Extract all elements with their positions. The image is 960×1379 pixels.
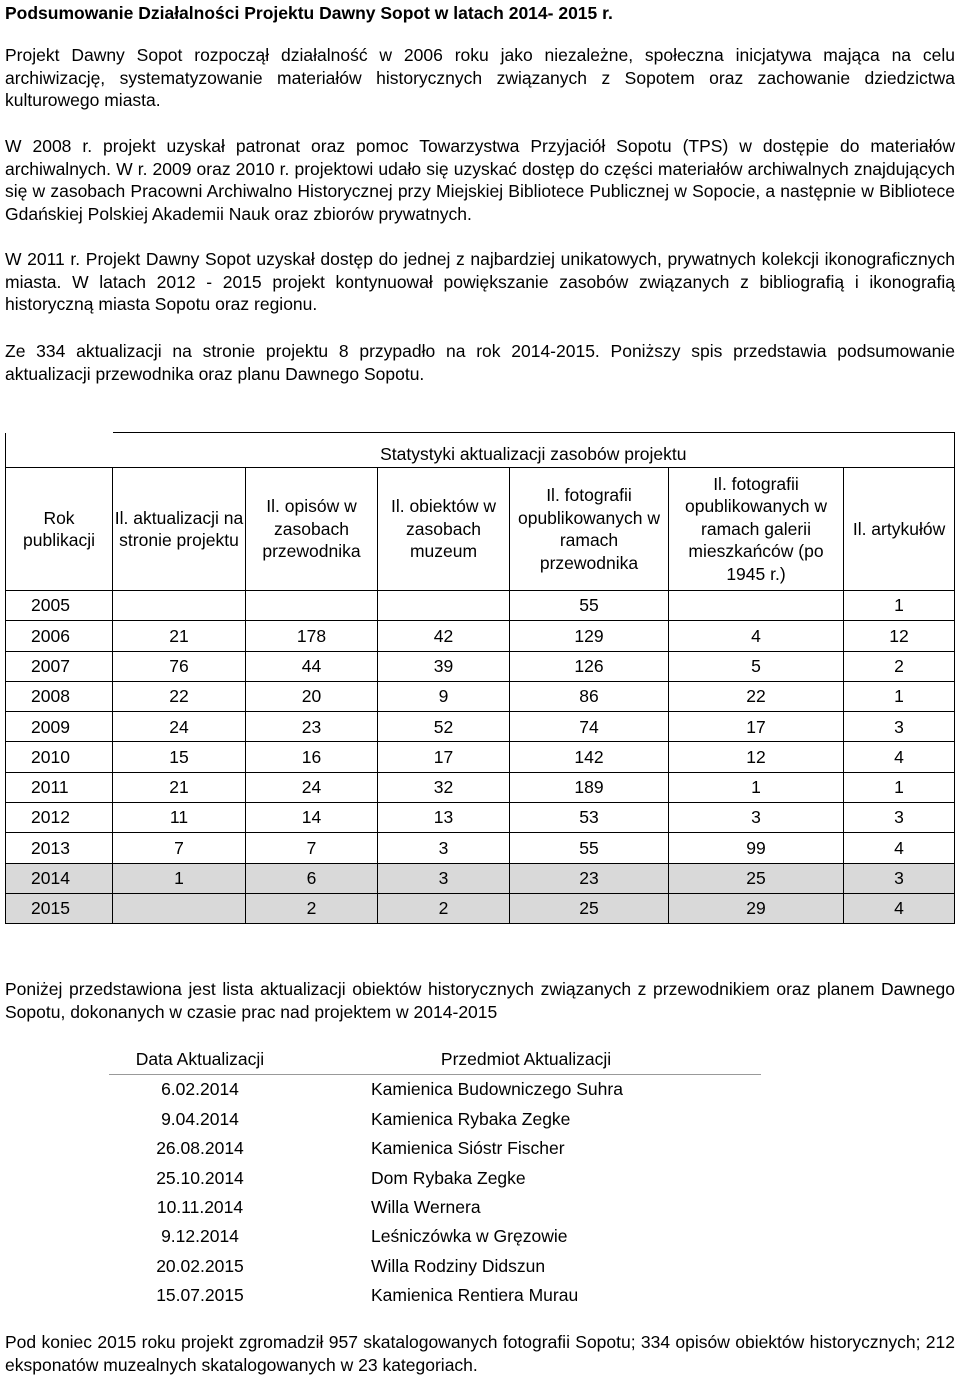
year-cell: 2009 bbox=[6, 712, 113, 742]
paragraph-summary: Ze 334 aktualizacji na stronie projektu 8 przypadło na rok 2014-2015. Poniższy spis przedstawia podsumowanie aktualizacji przewodnika oraz planu Dawnego Sopotu. bbox=[5, 341, 955, 384]
stat-cell: 14 bbox=[246, 803, 378, 833]
table-row bbox=[6, 681, 955, 711]
stat-cell: 76 bbox=[113, 651, 246, 681]
table-row bbox=[6, 893, 955, 923]
stat-cell: 5 bbox=[669, 651, 844, 681]
stat-cell bbox=[246, 591, 378, 621]
document-title: Podsumowanie Działalności Projektu Dawny Sopot w latach 2014- 2015 r. bbox=[5, 3, 613, 23]
stat-cell: 21 bbox=[113, 772, 246, 802]
stat-cell: 3 bbox=[844, 712, 955, 742]
stat-cell: 189 bbox=[510, 772, 669, 802]
stats-header-col-6: Il. artykułów bbox=[844, 468, 955, 591]
stats-header-col-1: Il. aktualizacji na stronie projektu bbox=[113, 468, 246, 591]
list-item bbox=[109, 1222, 761, 1251]
table-row bbox=[6, 651, 955, 681]
stat-cell: 126 bbox=[510, 651, 669, 681]
stat-cell bbox=[669, 591, 844, 621]
stat-cell: 2 bbox=[378, 893, 510, 923]
stat-cell: 3 bbox=[844, 863, 955, 893]
stat-cell: 1 bbox=[844, 681, 955, 711]
stats-caption: Statystyki aktualizacji zasobów projektu bbox=[113, 433, 955, 468]
stat-cell: 21 bbox=[113, 621, 246, 651]
stat-cell bbox=[113, 591, 246, 621]
stat-cell: 3 bbox=[378, 833, 510, 863]
stat-cell: 39 bbox=[378, 651, 510, 681]
stat-cell: 32 bbox=[378, 772, 510, 802]
stat-cell: 7 bbox=[246, 833, 378, 863]
update-subject: Kamienica Sióstr Fischer bbox=[371, 1138, 565, 1159]
stats-header-col-4: Il. fotografii opublikowanych w ramach przewodnika bbox=[510, 468, 669, 591]
year-cell: 2015 bbox=[6, 893, 113, 923]
stat-cell: 25 bbox=[510, 893, 669, 923]
stat-cell: 4 bbox=[844, 742, 955, 772]
stats-header-col-2: Il. opisów w zasobach przewodnika bbox=[246, 468, 378, 591]
update-date: 15.07.2015 bbox=[156, 1285, 244, 1306]
stat-cell: 4 bbox=[844, 893, 955, 923]
stat-cell: 86 bbox=[510, 681, 669, 711]
stat-cell: 53 bbox=[510, 803, 669, 833]
update-date: 9.12.2014 bbox=[161, 1226, 239, 1247]
stat-cell: 178 bbox=[246, 621, 378, 651]
stat-cell: 99 bbox=[669, 833, 844, 863]
stat-cell: 16 bbox=[246, 742, 378, 772]
update-subject: Kamienica Rentiera Murau bbox=[371, 1285, 579, 1306]
stat-cell: 12 bbox=[669, 742, 844, 772]
stats-header-col-3: Il. obiektów w zasobach muzeum bbox=[378, 468, 510, 591]
update-subject: Willa Wernera bbox=[371, 1197, 481, 1218]
year-cell: 2008 bbox=[6, 681, 113, 711]
paragraph-2011: W 2011 r. Projekt Dawny Sopot uzyskał dostęp do jednej z najbardziej unikatowych, prywatnych kolekcji ikonograficznych miasta. W latach 2012 - 2015 projekt kontynuował powiększanie zasobów związanych z bibliografią i ikonografią historyczną miasta Sopotu oraz regionu. bbox=[5, 249, 955, 315]
stat-cell: 55 bbox=[510, 591, 669, 621]
update-subject: Dom Rybaka Zegke bbox=[371, 1167, 526, 1188]
stat-cell: 3 bbox=[669, 803, 844, 833]
update-subject: Kamienica Budowniczego Suhra bbox=[371, 1079, 623, 1100]
year-cell: 2006 bbox=[6, 621, 113, 651]
stat-cell: 55 bbox=[510, 833, 669, 863]
stat-cell: 23 bbox=[246, 712, 378, 742]
stat-cell: 22 bbox=[669, 681, 844, 711]
update-subject: Willa Rodziny Didszun bbox=[371, 1255, 546, 1276]
stat-cell bbox=[378, 591, 510, 621]
year-cell: 2013 bbox=[6, 833, 113, 863]
list-item bbox=[109, 1134, 761, 1163]
table-row bbox=[6, 803, 955, 833]
stat-cell: 25 bbox=[669, 863, 844, 893]
list-item bbox=[109, 1164, 761, 1193]
update-date: 20.02.2015 bbox=[156, 1255, 244, 1276]
stat-cell: 15 bbox=[113, 742, 246, 772]
stat-cell: 1 bbox=[844, 591, 955, 621]
list-item bbox=[109, 1281, 761, 1310]
stat-cell: 22 bbox=[113, 681, 246, 711]
stat-cell: 9 bbox=[378, 681, 510, 711]
paragraph-closing: Pod koniec 2015 roku projekt zgromadził 957 skatalogowanych fotografii Sopotu; 334 opisów obiektów historycznych; 212 eksponatów muzealnych skatalogowanych w 23 kategoriach. bbox=[5, 1332, 955, 1375]
stat-cell: 24 bbox=[246, 772, 378, 802]
table-row bbox=[6, 833, 955, 863]
stat-cell: 2 bbox=[246, 893, 378, 923]
updates-header-date: Data Aktualizacji bbox=[109, 1045, 291, 1075]
stat-cell: 13 bbox=[378, 803, 510, 833]
stat-cell: 3 bbox=[844, 803, 955, 833]
stat-cell: 11 bbox=[113, 803, 246, 833]
stat-cell: 42 bbox=[378, 621, 510, 651]
table-row bbox=[6, 863, 955, 893]
stat-cell: 52 bbox=[378, 712, 510, 742]
stat-cell: 29 bbox=[669, 893, 844, 923]
paragraph-updates-intro: Poniżej przedstawiona jest lista aktualizacji obiektów historycznych związanych z przewodnikiem oraz planem Dawnego Sopotu, dokonanych w czasie prac nad projektem w 2014-2015 bbox=[5, 979, 955, 1022]
stat-cell: 1 bbox=[669, 772, 844, 802]
stat-cell: 17 bbox=[378, 742, 510, 772]
year-cell: 2007 bbox=[6, 651, 113, 681]
update-subject: Leśniczówka w Gręzowie bbox=[371, 1226, 568, 1247]
stat-cell: 12 bbox=[844, 621, 955, 651]
updates-header-subject: Przedmiot Aktualizacji bbox=[291, 1045, 761, 1075]
year-cell: 2014 bbox=[6, 863, 113, 893]
paragraph-2008: W 2008 r. projekt uzyskał patronat oraz pomoc Towarzystwa Przyjaciół Sopotu (TPS) w dostępie do materiałów archiwalnych. W r. 2009 oraz 2010 r. projektowi udało się uzyskać dostęp do części materiałów archiwalnych znajdujących się w zasobach Pracowni Archiwalno Historycznej przy Miejskiej Bibliotece Publicznej w Sopocie, a następnie w Bibliotece Gdańskiej Polskiej Akademii Nauk oraz zbiorów prywatnych. bbox=[5, 136, 955, 225]
stat-cell: 1 bbox=[113, 863, 246, 893]
stat-cell: 24 bbox=[113, 712, 246, 742]
table-row bbox=[6, 742, 955, 772]
update-date: 25.10.2014 bbox=[156, 1167, 244, 1188]
table-row bbox=[6, 772, 955, 802]
update-date: 6.02.2014 bbox=[161, 1079, 239, 1100]
stat-cell: 129 bbox=[510, 621, 669, 651]
stats-header-col-0: Rok publikacji bbox=[6, 468, 113, 591]
table-row bbox=[6, 712, 955, 742]
year-cell: 2011 bbox=[6, 772, 113, 802]
table-row bbox=[6, 591, 955, 621]
stats-caption-spacer bbox=[6, 433, 113, 468]
stat-cell: 6 bbox=[246, 863, 378, 893]
list-item bbox=[109, 1193, 761, 1222]
stat-cell bbox=[113, 893, 246, 923]
year-cell: 2005 bbox=[6, 591, 113, 621]
stat-cell: 74 bbox=[510, 712, 669, 742]
stats-table bbox=[5, 432, 955, 924]
stat-cell: 20 bbox=[246, 681, 378, 711]
stat-cell: 4 bbox=[844, 833, 955, 863]
stat-cell: 142 bbox=[510, 742, 669, 772]
table-row bbox=[6, 621, 955, 651]
stat-cell: 3 bbox=[378, 863, 510, 893]
stat-cell: 7 bbox=[113, 833, 246, 863]
stat-cell: 23 bbox=[510, 863, 669, 893]
list-item bbox=[109, 1252, 761, 1281]
list-item bbox=[109, 1105, 761, 1134]
update-subject: Kamienica Rybaka Zegke bbox=[371, 1108, 571, 1129]
updates-table bbox=[109, 1045, 761, 1311]
stat-cell: 2 bbox=[844, 651, 955, 681]
stat-cell: 1 bbox=[844, 772, 955, 802]
stat-cell: 44 bbox=[246, 651, 378, 681]
year-cell: 2010 bbox=[6, 742, 113, 772]
update-date: 26.08.2014 bbox=[156, 1138, 244, 1159]
stats-header-col-5: Il. fotografii opublikowanych w ramach galerii mieszkańców (po 1945 r.) bbox=[669, 468, 844, 591]
paragraph-intro: Projekt Dawny Sopot rozpoczął działalność w 2006 roku jako niezależne, społeczna inicjatywa mająca na celu archiwizację, systematyzowanie materiałów historycznych związanych z Sopotem oraz zachowanie dziedzictwa kulturowego miasta. bbox=[5, 45, 955, 111]
year-cell: 2012 bbox=[6, 803, 113, 833]
stat-cell: 17 bbox=[669, 712, 844, 742]
update-date: 10.11.2014 bbox=[156, 1197, 244, 1218]
stat-cell: 4 bbox=[669, 621, 844, 651]
list-item bbox=[109, 1075, 761, 1105]
update-date: 9.04.2014 bbox=[161, 1108, 239, 1129]
